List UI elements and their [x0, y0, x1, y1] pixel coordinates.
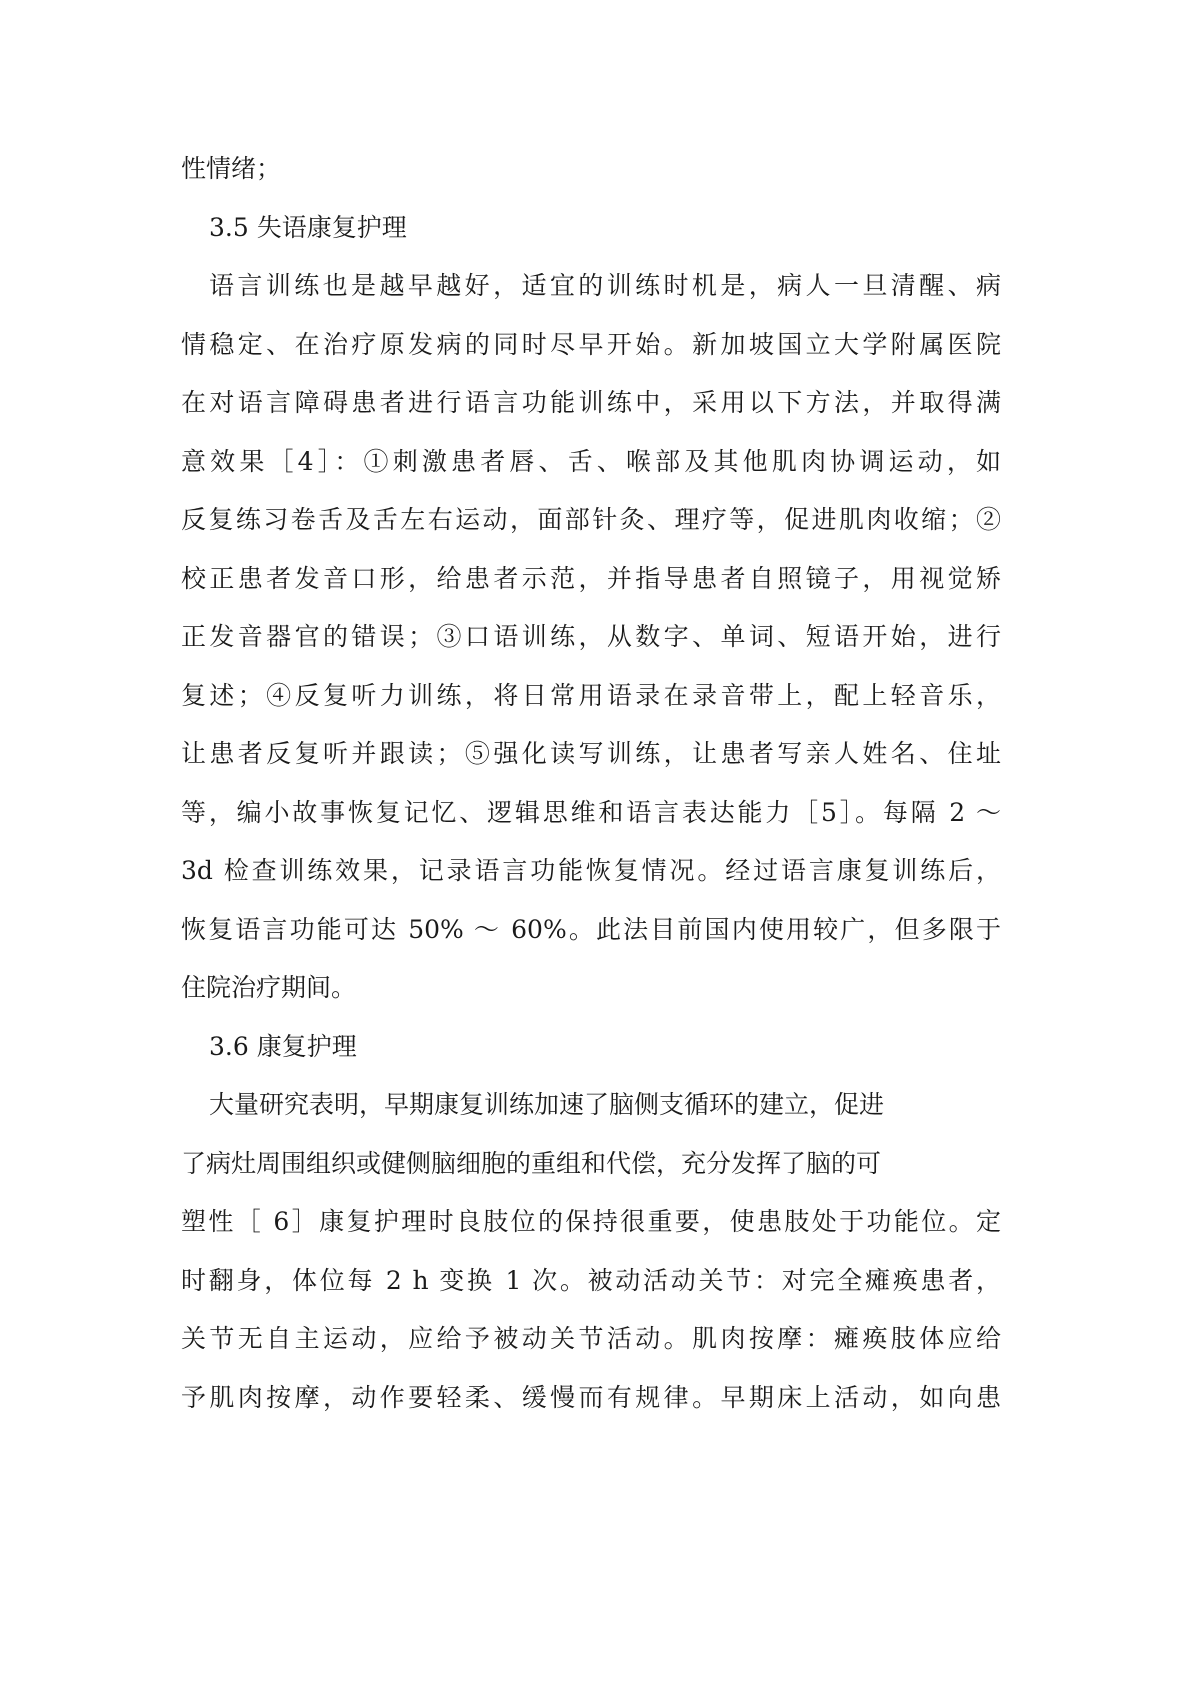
text-line: 3d 检查训练效果，记录语言功能恢复情况。经过语言康复训练后， — [181, 856, 1001, 885]
text-line: 反复练习卷舌及舌左右运动，面部针灸、理疗等，促进肌肉收缩；② — [181, 505, 1001, 534]
text-line: 关节无自主运动，应给予被动关节活动。肌肉按摩：瘫痪肢体应给 — [181, 1324, 1001, 1353]
text-line: 复述；④反复听力训练，将日常用语录在录音带上，配上轻音乐， — [181, 680, 1001, 710]
text-line: 大量研究表明，早期康复训练加速了脑侧支循环的建立，促进 — [209, 1090, 885, 1119]
text-line: 在对语言障碍患者进行语言功能训练中，采用以下方法，并取得满 — [181, 388, 1001, 417]
text-line: 语言训练也是越早越好，适宜的训练时机是，病人一旦清醒、病 — [209, 271, 1001, 300]
section-heading-3-5: 3.5 失语康复护理 — [209, 212, 407, 242]
text-line: 了病灶周围组织或健侧脑细胞的重组和代偿，充分发挥了脑的可 — [181, 1148, 882, 1178]
text-line: 正发音器官的错误；③口语训练，从数字、单词、短语开始，进行 — [181, 622, 1001, 651]
section-heading-3-6: 3.6 康复护理 — [209, 1031, 357, 1061]
text-line: 校正患者发音口形，给患者示范，并指导患者自照镜子，用视觉矫 — [181, 563, 1001, 593]
text-line: 性情绪； — [181, 154, 282, 183]
text-line: 时翻身，体位每 2 h 变换 1 次。被动活动关节：对完全瘫痪患者， — [181, 1265, 1001, 1295]
text-line: 塑性［ 6］康复护理时良肢位的保持很重要，使患肢处于功能位。定 — [181, 1207, 1001, 1236]
text-line: 恢复语言功能可达 50% ～ 60%。此法目前国内使用较广，但多限于 — [181, 914, 1001, 944]
text-line: 意效果［4］：①刺激患者唇、舌、喉部及其他肌肉协调运动，如 — [181, 446, 1001, 476]
text-line: 住院治疗期间。 — [181, 973, 357, 1002]
body-text — [181, 140, 1001, 1427]
text-line: 等，编小故事恢复记忆、逻辑思维和语言表达能力［5］。每隔 2 ～ — [181, 797, 1001, 827]
text-line: 情稳定、在治疗原发病的同时尽早开始。新加坡国立大学附属医院 — [181, 329, 1001, 359]
text-line: 予肌肉按摩，动作要轻柔、缓慢而有规律。早期床上活动，如向患 — [181, 1382, 1001, 1412]
text-line: 让患者反复听并跟读；⑤强化读写训练，让患者写亲人姓名、住址 — [181, 739, 1001, 768]
